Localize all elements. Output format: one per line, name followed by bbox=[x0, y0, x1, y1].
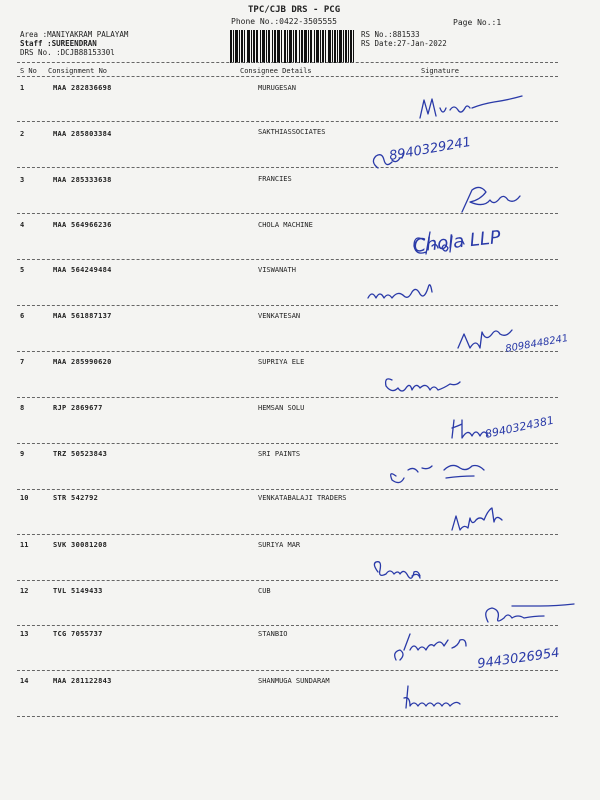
row-consignment: SVK 30081208 bbox=[53, 541, 108, 549]
row-consignee: SAKTHIASSOCIATES bbox=[258, 128, 326, 136]
rs-number: RS No.:881533 bbox=[361, 30, 420, 39]
row-sno: 10 bbox=[20, 494, 29, 502]
row-divider bbox=[17, 305, 558, 306]
row-divider bbox=[17, 213, 558, 214]
row-divider bbox=[17, 489, 558, 490]
row-sno: 11 bbox=[20, 541, 29, 549]
row-consignment: TCG 7055737 bbox=[53, 630, 103, 638]
row-divider bbox=[17, 670, 558, 671]
page-number: Page No.:1 bbox=[453, 18, 502, 27]
row-divider bbox=[17, 259, 558, 260]
row-consignment: MAA 561887137 bbox=[53, 312, 112, 320]
signature-mark bbox=[414, 232, 464, 254]
col-consignment: Consignment No bbox=[48, 67, 108, 75]
row-consignee: SHANMUGA SUNDARAM bbox=[258, 677, 330, 685]
row-divider bbox=[17, 397, 558, 398]
row-sno: 2 bbox=[20, 130, 25, 138]
row-sno: 5 bbox=[20, 266, 25, 274]
row-consignee: HEMSAN SOLU bbox=[258, 404, 305, 412]
row-consignee: MURUGESAN bbox=[258, 84, 296, 92]
header-bottom-rule bbox=[17, 76, 558, 77]
area-label: Area :MANIYAKRAM PALAYAM bbox=[20, 30, 129, 39]
staff-label: Staff :SUREENDRAN bbox=[20, 39, 97, 48]
row-divider bbox=[17, 351, 558, 352]
handwritten-phone: 8098448241 bbox=[504, 333, 570, 355]
row-consignee: SURIYA MAR bbox=[258, 541, 301, 549]
row-divider bbox=[17, 167, 558, 168]
row-consignee: SUPRIYA ELE bbox=[258, 358, 305, 366]
row-consignee: CHOLA MACHINE bbox=[258, 221, 313, 229]
row-consignee: VISWANATH bbox=[258, 266, 296, 274]
row-consignee: FRANCIES bbox=[258, 175, 292, 183]
handwritten-phone: 9443026954 bbox=[476, 645, 561, 672]
handwritten-phone: 8940329241 bbox=[388, 134, 473, 164]
phone-number: Phone No.:0422-3505555 bbox=[231, 17, 337, 26]
row-sno: 7 bbox=[20, 358, 25, 366]
row-consignment: TRZ 50523843 bbox=[53, 450, 108, 458]
signature-mark bbox=[368, 285, 432, 298]
signature-mark bbox=[395, 634, 466, 660]
signature-mark bbox=[452, 420, 488, 438]
row-consignment: MAA 285803384 bbox=[53, 130, 112, 138]
signature-mark bbox=[458, 330, 512, 348]
row-consignee: VENKATESAN bbox=[258, 312, 301, 320]
row-sno: 12 bbox=[20, 587, 29, 595]
signature-mark bbox=[391, 465, 484, 482]
barcode-image bbox=[229, 30, 355, 63]
row-sno: 4 bbox=[20, 221, 25, 229]
signature-mark bbox=[386, 379, 460, 391]
row-consignment: MAA 564966236 bbox=[53, 221, 112, 229]
row-consignment: RJP 2869677 bbox=[53, 404, 103, 412]
row-divider bbox=[17, 534, 558, 535]
row-consignment: STR 542792 bbox=[53, 494, 99, 502]
row-divider bbox=[17, 625, 558, 626]
row-consignee: VENKATABALAJI TRADERS bbox=[258, 494, 347, 502]
row-divider bbox=[17, 121, 558, 122]
header-top-rule bbox=[17, 62, 558, 63]
row-consignment: MAA 285990620 bbox=[53, 358, 112, 366]
row-consignee: STANBIO bbox=[258, 630, 288, 638]
rs-date: RS Date:27-Jan-2022 bbox=[361, 39, 447, 48]
row-consignment: TVL 5149433 bbox=[53, 587, 103, 595]
row-sno: 9 bbox=[20, 450, 25, 458]
row-sno: 8 bbox=[20, 404, 25, 412]
col-signature: Signature bbox=[421, 67, 459, 75]
row-consignment: MAA 285333638 bbox=[53, 176, 112, 184]
row-divider bbox=[17, 716, 558, 717]
drs-number: DRS No. :DCJB8815330l bbox=[20, 48, 115, 57]
row-sno: 13 bbox=[20, 630, 29, 638]
signature-mark bbox=[462, 187, 520, 212]
signature-mark bbox=[486, 604, 574, 622]
signature-mark bbox=[452, 508, 502, 530]
col-sno: S No bbox=[20, 67, 37, 75]
row-consignee: CUB bbox=[258, 587, 271, 595]
row-sno: 1 bbox=[20, 84, 25, 92]
handwritten-phone: 8940324381 bbox=[483, 413, 556, 441]
row-sno: 3 bbox=[20, 176, 25, 184]
row-sno: 6 bbox=[20, 312, 25, 320]
row-consignment: MAA 282836698 bbox=[53, 84, 112, 92]
document-title: TPC/CJB DRS - PCG bbox=[248, 5, 341, 15]
signature-mark bbox=[374, 562, 420, 579]
row-sno: 14 bbox=[20, 677, 29, 685]
handwritten-note: Chola LLP bbox=[412, 226, 502, 257]
col-consignee: Consignee Details bbox=[240, 67, 312, 75]
row-consignee: SRI PAINTS bbox=[258, 450, 301, 458]
row-divider bbox=[17, 443, 558, 444]
row-consignment: MAA 564249484 bbox=[53, 266, 112, 274]
signature-mark bbox=[404, 686, 460, 708]
signature-mark bbox=[373, 152, 404, 168]
row-consignment: MAA 281122843 bbox=[53, 677, 112, 685]
signature-mark bbox=[420, 96, 522, 118]
row-divider bbox=[17, 580, 558, 581]
